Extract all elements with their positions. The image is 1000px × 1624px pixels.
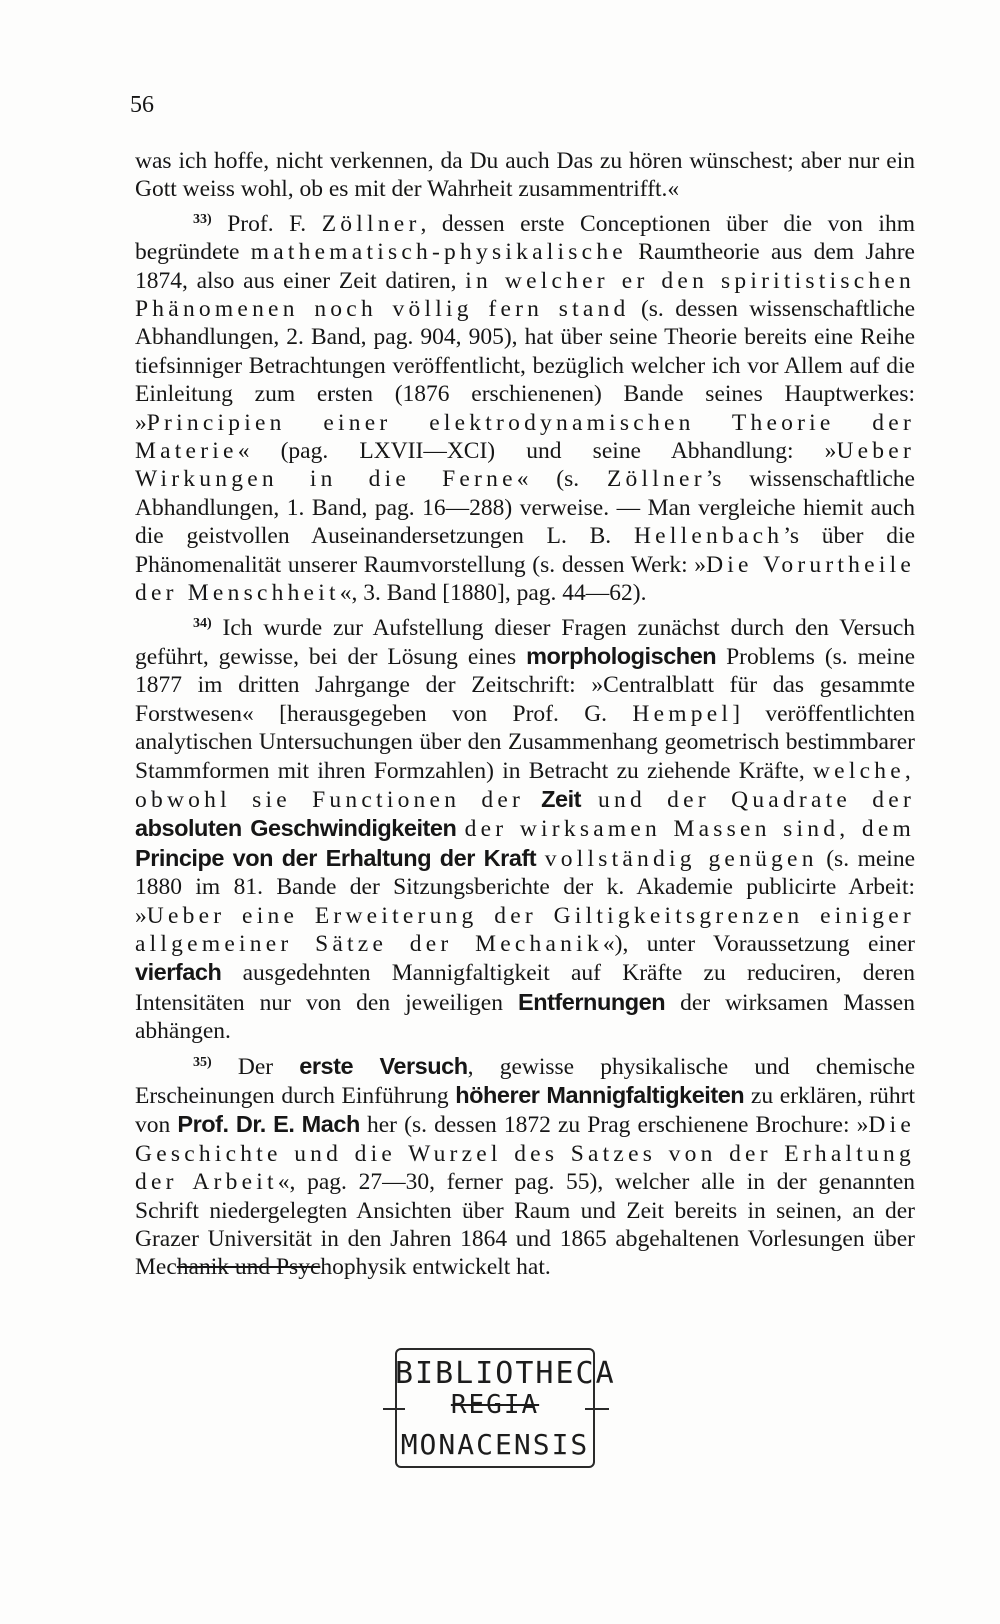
footnote-marker-33: 33) — [193, 211, 212, 227]
author-name-zoellner: Zöllner — [321, 210, 421, 237]
book-title: Die Vorurtheile der Menschheit — [135, 551, 916, 607]
footnote-33: $^{33)}$ Prof. F. Zöllner, dessen erste Conceptionen über die von ihm begründete mathematisch-physikalische Raumtheorie aus dem Jahre 1874, also aus einer Zeit datiren, in welcher er den spiritistischen Phänomenen noch völlig fern stand (s. dessen wissenschaftliche Abhandlungen, 2. Band, pag. 904, 905), hat über seine Theorie bereits eine Reihe tiefsinniger Betrachtungen veröffentlicht, bezüglich welcher ich vor Allem auf die Einleitung zum ersten (1876 erschienenen) Bande seines Hauptwerkes: »Principien einer elektrodynamischen Theorie der Materie« (pag. LXVII—XCI) und seine Abhandlung: »Ueber Wirkungen in die Ferne« (s. Zöllner’s wissenschaftliche Abhandlungen, 1. Band, pag. 16—288) verweise. — Man vergleiche hiemit auch die geistvollen Auseinandersetzungen L. B. Hellenbach’s über die Phänomenalität unserer Raumvorstellung (s. dessen Werk: »Die Vorurtheile der Menschheit«, 3. Band [1880], pag. 44—62). — [135, 210, 916, 607]
bold-term: Entfernungen — [517, 988, 666, 1015]
bold-term: Zeit — [541, 785, 582, 812]
spaced-phrase: und der Quadrate der — [598, 786, 915, 813]
stamp-line-3: MONACENSIS — [400, 1428, 590, 1461]
bold-term: morphologischen — [526, 642, 717, 669]
spaced-phrase: der wirksamen Massen sind, dem — [464, 816, 916, 843]
page-number: 56 — [130, 92, 154, 118]
bold-term: höherer Mannigfaltigkeiten — [455, 1082, 745, 1108]
bold-term: vierfach — [135, 959, 222, 986]
spaced-term: mathematisch-physikalische — [250, 239, 627, 266]
spaced-phrase: in welcher er den spiritistischen Phänomenen noch völlig fern stand — [135, 267, 915, 323]
spaced-phrase: welche, obwohl sie Functionen der — [135, 757, 915, 813]
footnote-34: $^{34)}$ Ich wurde zur Aufstellung dieser Fragen zunächst durch den Versuch geführt, gewisse, bei der Lösung eines morphologischen Problems (s. meine 1877 im dritten Jahrgange der Zeitschrift: »Centralblatt für das gesammte Forstwesen« [herausgegeben von Prof. G. Hempel] veröffentlichten analytischen Untersuchungen über den Zusammenhang geometrisch bestimmbarer Stammformen mit ihren Formzahlen) in Betracht zu ziehende Kräfte, welche, obwohl sie Functionen der Zeit und der Quadrate der absoluten Geschwindigkeiten der wirksamen Massen sind, dem Principe von der Erhaltung der Kraft vollständig genügen (s. meine 1880 im 81. Bande der Sitzungsberichte der k. Akademie publicirte Arbeit: »Ueber eine Erweiterung der Giltigkeitsgrenzen einiger allgemeiner Sätze der Mechanik«), unter Voraussetzung einer vierfach ausgedehnten Mannigfaltigkeit auf Kräfte zu reduciren, deren Intensitäten nur von den jeweiligen Entfernungen der wirksamen Massen abhängen. — [135, 614, 916, 1045]
author-name: Zöllner — [606, 466, 706, 493]
bold-name-mach: Prof. Dr. E. Mach — [177, 1111, 360, 1138]
library-stamp — [395, 1348, 616, 1468]
continuation-text: was ich hoffe, nicht verkennen, da Du auch Das zu hören wünschest; aber nur ein Gott weiss wohl, ob es mit der Wahrheit zusammentrifft.« — [135, 148, 915, 203]
footnote-35: $^{35)}$ Der erste Versuch, gewisse physikalische und chemische Erscheinungen durch Einführung höherer Mannigfaltigkeiten zu erklären, rührt von Prof. Dr. E. Mach her (s. dessen 1872 zu Prag erschienene Brochure: »Die Geschichte und die Wurzel des Satzes von der Erhaltung der Arbeit«, pag. 27—30, ferner pag. 55), welcher alle in der genannten Schrift niedergelegten Ansichten über Raum und Zeit bereits in seinen, an der Grazer Universität in den Jahren 1864 und 1865 abgehaltenen Vorlesungen über Mechanik und Psychophysik entwickelt hat. — [135, 1052, 916, 1281]
bold-term: Principe von der Erhaltung der Kraft — [135, 844, 537, 871]
paper-title: Ueber eine Erweiterung der Giltigkeitsgrenzen einiger allgemeiner Sätze der Mechanik — [135, 902, 915, 957]
author-name-hempel: Hempel — [632, 700, 733, 727]
brochure-title: Die Geschichte und die Wurzel des Satzes von der Erhaltung der Arbeit — [135, 1112, 915, 1196]
spaced-phrase: vollständig genügen — [544, 845, 818, 872]
stamp-line-1: BIBLIOTHECA — [395, 1356, 616, 1391]
paragraph-continuation — [135, 147, 915, 204]
struck-through-text: hanik und Psyc — [176, 1254, 321, 1281]
author-name-hellenbach: Hellenbach — [633, 523, 784, 550]
essay-title: Ueber Wirkungen in die Ferne — [135, 438, 915, 493]
footnote-marker-35: 35) — [193, 1054, 212, 1070]
stamp-line-2: REGIA — [450, 1390, 540, 1420]
bold-term: absoluten Geschwindigkeiten — [135, 815, 457, 842]
bold-term: erste Versuch — [299, 1052, 468, 1079]
book-title: Principien einer elektrodynamischen Theorie der Materie — [135, 409, 915, 465]
page-text — [135, 147, 915, 1288]
footnote-marker-34: 34) — [193, 615, 212, 631]
